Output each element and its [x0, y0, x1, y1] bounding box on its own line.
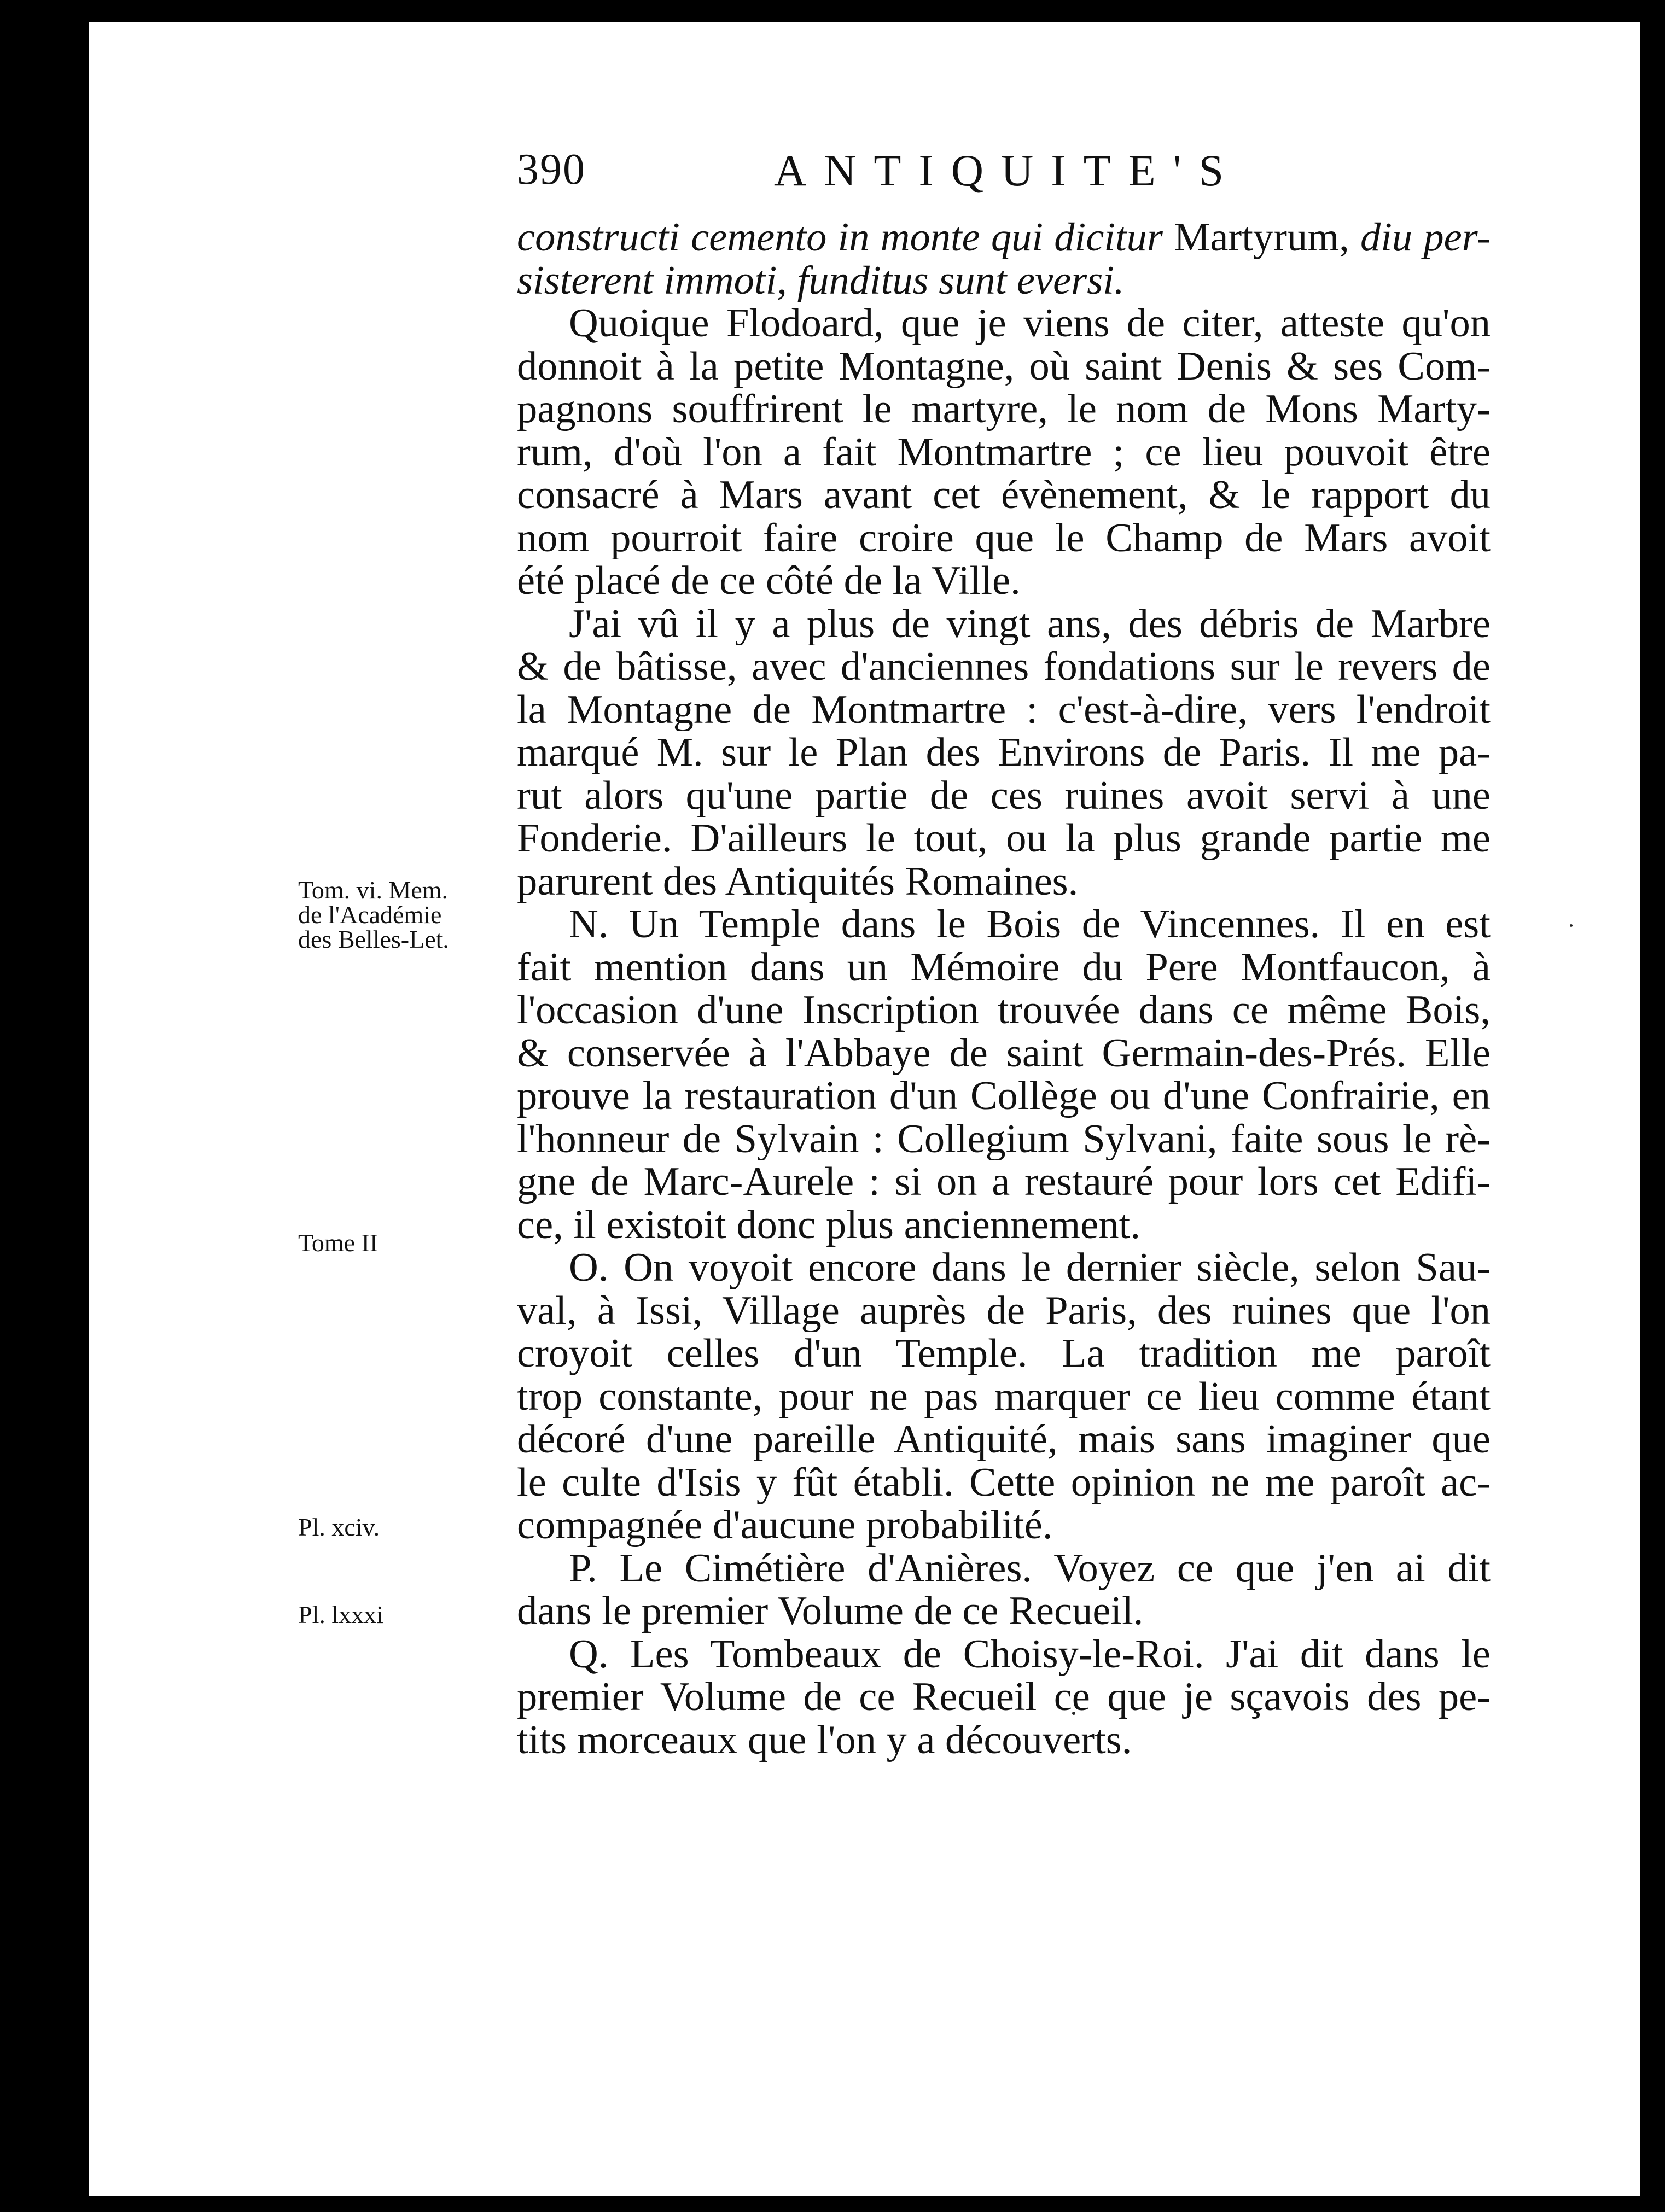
paragraph-start: N. Un Temple dans le Bois de Vincennes. Il en est	[569, 903, 1491, 946]
text-line: compagnée d'aucune probabilité.	[517, 1503, 1053, 1548]
latin-quote: sisterent immoti, funditus sunt eversi.	[517, 258, 1125, 303]
text-line: ce, il existoit donc plus anciennement.	[517, 1202, 1140, 1247]
text-line: consacré à Mars avant cet évènement, & le rapport du	[517, 474, 1491, 517]
latin-word: Martyrum,	[1162, 216, 1360, 259]
paragraph-start: P. Le Cimétière d'Anières. Voyez ce que j'en ai dit	[569, 1546, 1491, 1590]
text-line: rum, d'où l'on a fait Montmartre ; ce lieu pouvoit être	[517, 430, 1491, 474]
text-line: trop constante, pour ne pas marquer ce lieu comme étant	[517, 1375, 1491, 1418]
text-line: gne de Marc-Aurele : si on a restauré pour lors cet Edifi-	[517, 1160, 1491, 1204]
body-text	[517, 216, 1491, 1761]
text-line: marqué M. sur le Plan des Environs de Paris. Il me pa-	[517, 731, 1491, 774]
text-line: val, à Issi, Village auprès de Paris, des ruines que l'on	[517, 1289, 1491, 1332]
margin-note-1	[298, 878, 506, 952]
text-line: prouve la restauration d'un Collège ou d'une Confrairie, en	[517, 1075, 1491, 1118]
text-line: rut alors qu'une partie de ces ruines avoit servi à une	[517, 774, 1491, 817]
margin-note-3: Pl. xciv.	[298, 1513, 380, 1541]
text-line: donnoit à la petite Montagne, où saint Denis & ses Com-	[517, 345, 1491, 388]
running-title: ANTIQUITE'S	[774, 145, 1242, 195]
text-line: le culte d'Isis y fût établi. Cette opinion ne me paroît ac-	[517, 1461, 1491, 1504]
paragraph-start: Q. Les Tombeaux de Choisy-le-Roi. J'ai dit dans le	[569, 1632, 1491, 1676]
paragraph-start: Quoique Flodoard, que je viens de citer, atteste qu'on	[569, 302, 1491, 345]
paragraph-start: O. On voyoit encore dans le dernier siècle, selon Sau-	[569, 1246, 1491, 1289]
page-number: 390	[517, 145, 586, 194]
text-line: décoré d'une pareille Antiquité, mais sans imaginer que	[517, 1418, 1491, 1461]
paragraph-start: J'ai vû il y a plus de vingt ans, des débris de Marbre	[569, 602, 1491, 645]
margin-note-4: Pl. lxxxi	[298, 1601, 383, 1629]
margin-note-line: de l'Académie	[298, 901, 442, 929]
text-line: Fonderie. D'ailleurs le tout, ou la plus grande partie me	[517, 817, 1491, 860]
text-line: dans le premier Volume de ce Recueil.	[517, 1589, 1144, 1633]
left-page-edge	[82, 22, 89, 2196]
margin-note-line: Tom. vi. Mem.	[298, 876, 449, 904]
text-line: parurent des Antiquités Romaines.	[517, 859, 1079, 904]
text-line: & conservée à l'Abbaye de saint Germain-des-Prés. Elle	[517, 1031, 1491, 1075]
text-line: tits morceaux que l'on y a découverts.	[517, 1717, 1132, 1762]
page-header	[517, 145, 1474, 227]
latin-quote: constructi cemento in monte qui dicitur	[517, 216, 1163, 259]
text-line: été placé de ce côté de la Ville.	[517, 558, 1021, 603]
text-line	[517, 259, 1491, 302]
margin-note-line: des Belles-Let.	[298, 925, 449, 953]
text-line: pagnons souffrirent le martyre, le nom de Mons Marty-	[517, 388, 1491, 431]
text-line: nom pourroit faire croire que le Champ de Mars avoit	[517, 516, 1491, 559]
text-line: la Montagne de Montmartre : c'est-à-dire, vers l'endroit	[517, 688, 1491, 731]
text-line	[517, 216, 1491, 259]
right-page-edge	[1640, 22, 1652, 2196]
margin-note-2: Tome II	[298, 1229, 379, 1257]
text-line: & de bâtisse, avec d'anciennes fondations sur le revers de	[517, 645, 1491, 688]
text-line: l'occasion d'une Inscription trouvée dans ce même Bois,	[517, 989, 1491, 1032]
text-line: croyoit celles d'un Temple. La tradition me paroît	[517, 1332, 1491, 1375]
text-line: fait mention dans un Mémoire du Pere Montfaucon, à	[517, 946, 1491, 989]
text-line: premier Volume de ce Recueil ce que je sçavois des pe-	[517, 1676, 1491, 1719]
specks	[1570, 924, 1573, 927]
text-line: l'honneur de Sylvain : Collegium Sylvani, faite sous le rè-	[517, 1117, 1491, 1160]
latin-quote: diu per-	[1360, 216, 1491, 259]
